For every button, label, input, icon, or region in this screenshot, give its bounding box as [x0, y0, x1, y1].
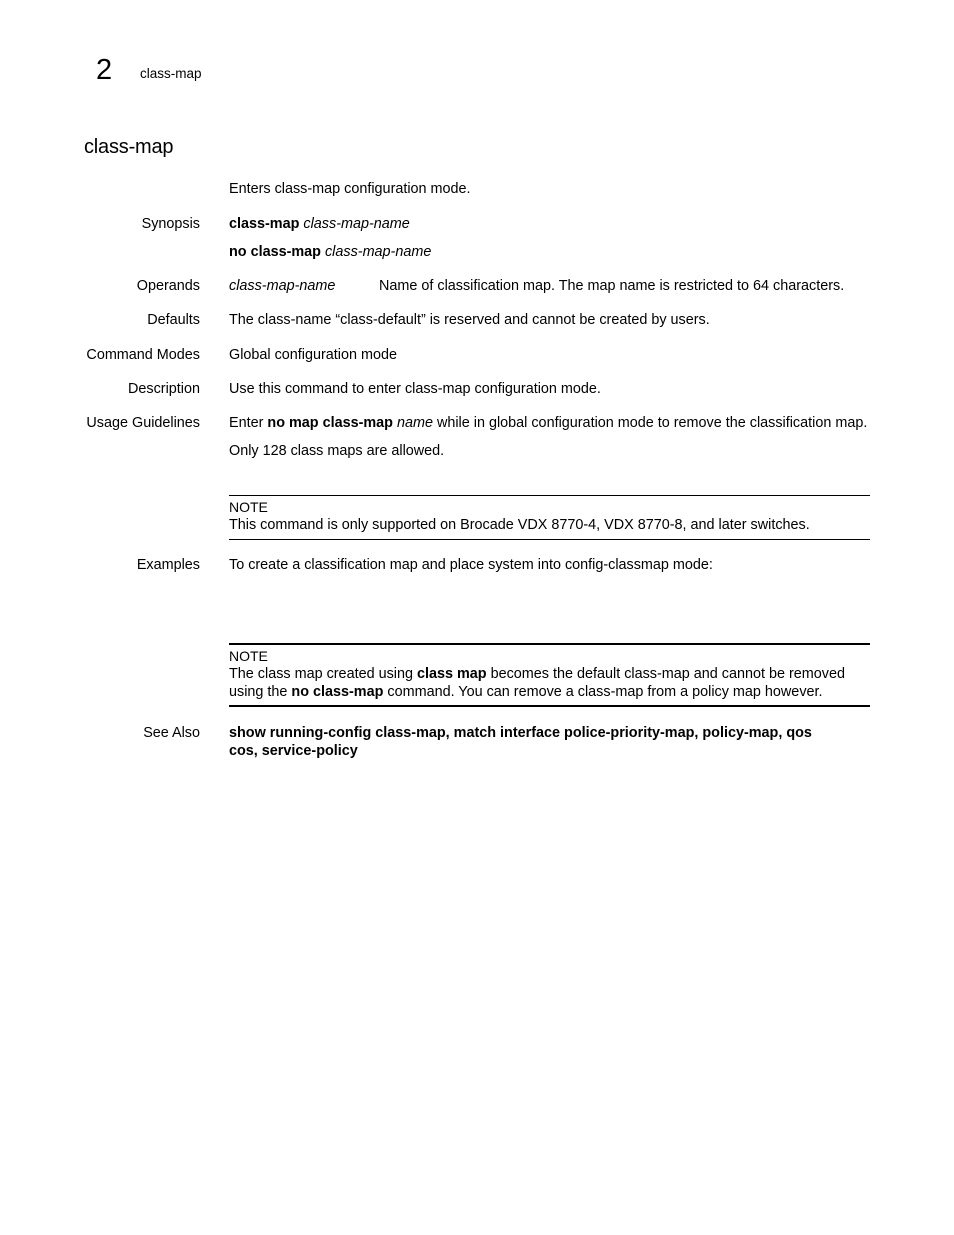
- synopsis-argument: class-map-name: [303, 216, 410, 232]
- operand-description: Name of classification map. The map name is restricted to 64 characters.: [379, 278, 845, 294]
- synopsis-command: class-map: [229, 216, 300, 232]
- operands-label: Operands: [136, 278, 200, 294]
- usage-label: Usage Guidelines: [86, 415, 200, 431]
- command-modes-label: Command Modes: [86, 347, 200, 363]
- examples-note-mid: becomes the default class-map and cannot be removed using the: [229, 666, 845, 700]
- operand-term: class-map-name: [229, 278, 336, 294]
- usage-argument: name: [396, 415, 433, 431]
- chapter-number: 2: [96, 54, 113, 86]
- page-title: class-map: [84, 136, 174, 158]
- examples-note-post: command. You can remove a class-map from a policy map however.: [387, 684, 823, 700]
- running-header: class-map: [140, 66, 202, 81]
- description-text: Use this command to enter class-map configuration mode.: [229, 381, 601, 397]
- usage-command: no map class-map: [267, 415, 393, 431]
- examples-note-text: [229, 665, 870, 701]
- defaults-label: Defaults: [147, 312, 200, 328]
- synopsis-line-1: [229, 215, 870, 233]
- see-also-links[interactable]: show running-config class-map, match interface police-priority-map, policy-map, qos cos, service-policy: [229, 725, 812, 759]
- intro-text: Enters class-map configuration mode.: [229, 181, 471, 197]
- synopsis-line-2: [229, 243, 870, 261]
- usage-note-label: NOTE: [229, 499, 268, 515]
- synopsis-body: [229, 215, 870, 261]
- usage-note-top-rule: [229, 495, 870, 496]
- examples-note-pre: The class map created using: [229, 666, 413, 682]
- examples-label: Examples: [136, 557, 200, 573]
- examples-note-command-1: class map: [416, 666, 487, 682]
- usage-note-text: This command is only supported on Brocade VDX 8770-4, VDX 8770-8, and later switches.: [229, 517, 810, 533]
- usage-paragraph-2: Only 128 class maps are allowed.: [229, 443, 445, 459]
- usage-note-bottom-rule: [229, 539, 870, 540]
- examples-note: [229, 647, 870, 701]
- defaults-text: The class-name “class-default” is reserved and cannot be created by users.: [229, 312, 710, 328]
- examples-note-top-rule: [229, 643, 870, 645]
- usage-body: [229, 414, 870, 460]
- usage-paragraph-1: [229, 414, 870, 432]
- examples-note-label: NOTE: [229, 648, 268, 664]
- examples-note-bottom-rule: [229, 705, 870, 707]
- examples-text: To create a classification map and place system into config-classmap mode:: [229, 557, 713, 573]
- synopsis-no-argument: class-map-name: [324, 244, 432, 260]
- synopsis-no-command: no class-map: [229, 244, 321, 260]
- usage-text-post: while in global configuration mode to remove the classification map.: [436, 415, 868, 431]
- see-also-label: See Also: [143, 725, 200, 741]
- usage-note: [229, 498, 870, 534]
- examples-note-command-2: no class-map: [291, 684, 384, 700]
- command-modes-text: Global configuration mode: [229, 347, 397, 363]
- usage-text-pre: Enter: [229, 415, 264, 431]
- synopsis-label: Synopsis: [141, 216, 200, 232]
- description-label: Description: [128, 381, 200, 397]
